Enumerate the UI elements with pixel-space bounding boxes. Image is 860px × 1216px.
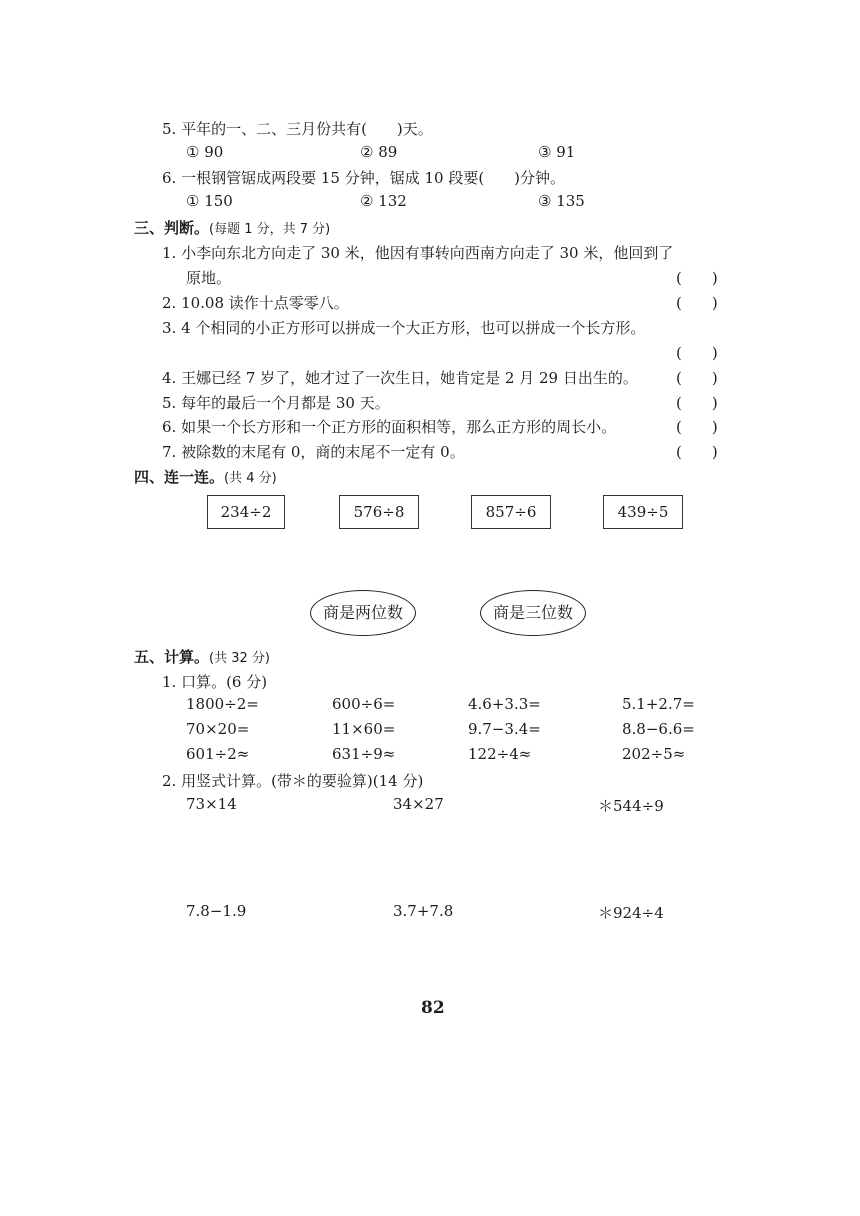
oral-r3-c3: 122÷4≈ <box>468 745 532 763</box>
oral-r2-c2: 11×60= <box>332 720 396 738</box>
connect-heading: 四、连一连。(共 4 分) <box>134 468 277 486</box>
oral-r1-c4: 5.1+2.7= <box>622 695 695 713</box>
choice-q6-opt3: ③ 135 <box>538 192 585 210</box>
vertical-r2-c1: 7.8−1.9 <box>186 902 247 920</box>
choice-q5-text: 5. 平年的一、二、三月份共有( )天。 <box>162 120 433 138</box>
judge-item-3: 3. 4 个相同的小正方形可以拼成一个大正方形，也可以拼成一个长方形。 <box>162 319 646 337</box>
judge-item-7: 7. 被除数的末尾有 0，商的末尾不一定有 0。 <box>162 443 465 461</box>
connect-box-2[interactable]: 576÷8 <box>339 495 419 529</box>
judge-item-1: 1. 小李向东北方向走了 30 米，他因有事转向西南方向走了 30 米，他回到了 <box>162 244 674 262</box>
judge-bracket-5[interactable]: ( ) <box>676 394 718 412</box>
judge-bracket-1[interactable]: ( ) <box>676 269 718 287</box>
oral-r3-c1: 601÷2≈ <box>186 745 250 763</box>
connect-box-4[interactable]: 439÷5 <box>603 495 683 529</box>
judge-item-4: 4. 王娜已经 7 岁了，她才过了一次生日，她肯定是 2 月 29 日出生的。 <box>162 369 638 387</box>
judge-bracket-7[interactable]: ( ) <box>676 443 718 461</box>
calc-heading: 五、计算。(共 32 分) <box>134 648 270 666</box>
oral-r2-c1: 70×20= <box>186 720 250 738</box>
choice-q5-opt2: ② 89 <box>360 143 398 161</box>
judge-heading: 三、判断。(每题 1 分，共 7 分) <box>134 219 331 237</box>
oral-r1-c1: 1800÷2= <box>186 695 259 713</box>
judge-item-1-cont: 原地。 <box>186 269 232 287</box>
page-number: 82 <box>421 998 445 1018</box>
choice-q6-opt1: ① 150 <box>186 192 233 210</box>
oral-r2-c3: 9.7−3.4= <box>468 720 541 738</box>
vertical-r1-c1: 73×14 <box>186 795 237 813</box>
judge-item-6: 6. 如果一个长方形和一个正方形的面积相等，那么正方形的周长小。 <box>162 418 617 436</box>
vertical-r2-c2: 3.7+7.8 <box>393 902 454 920</box>
connect-oval-three-digit[interactable]: 商是三位数 <box>480 590 586 636</box>
oral-r3-c2: 631÷9≈ <box>332 745 396 763</box>
oral-r2-c4: 8.8−6.6= <box>622 720 695 738</box>
choice-q6-text: 6. 一根钢管锯成两段要 15 分钟，锯成 10 段要( )分钟。 <box>162 169 566 187</box>
judge-item-5: 5. 每年的最后一个月都是 30 天。 <box>162 394 390 412</box>
choice-q5-opt1: ① 90 <box>186 143 224 161</box>
vertical-title: 2. 用竖式计算。(带＊的要验算)(14 分) <box>162 772 424 790</box>
judge-bracket-2[interactable]: ( ) <box>676 294 718 312</box>
connect-box-3[interactable]: 857÷6 <box>471 495 551 529</box>
judge-item-2: 2. 10.08 读作十点零零八。 <box>162 294 349 312</box>
oral-title: 1. 口算。(6 分) <box>162 673 268 691</box>
judge-bracket-4[interactable]: ( ) <box>676 369 718 387</box>
choice-q5-opt3: ③ 91 <box>538 143 576 161</box>
judge-bracket-6[interactable]: ( ) <box>676 418 718 436</box>
connect-oval-two-digit[interactable]: 商是两位数 <box>310 590 416 636</box>
vertical-r1-c2: 34×27 <box>393 795 444 813</box>
vertical-r2-c3: ＊924÷4 <box>598 904 664 922</box>
oral-r1-c3: 4.6+3.3= <box>468 695 541 713</box>
connect-box-1[interactable]: 234÷2 <box>207 495 285 529</box>
choice-q6-opt2: ② 132 <box>360 192 407 210</box>
oral-r1-c2: 600÷6= <box>332 695 396 713</box>
judge-bracket-3[interactable]: ( ) <box>676 344 718 362</box>
vertical-r1-c3: ＊544÷9 <box>598 797 664 815</box>
oral-r3-c4: 202÷5≈ <box>622 745 686 763</box>
